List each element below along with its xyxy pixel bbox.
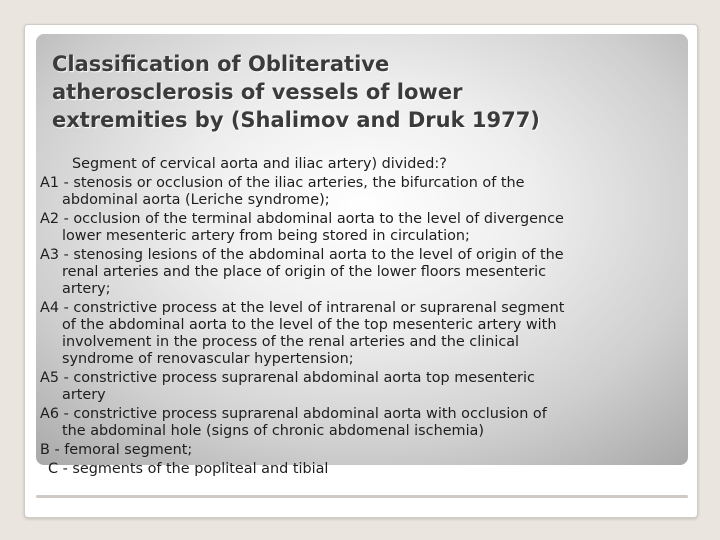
classification-item-a4: A4 - constrictive process at the level of intrarenal or suprarenal segment of the abdominal aorta to the level of the top mesenteric artery with involvement in the process of the renal arteries and the clinical syndrome of renovascular hypertension; xyxy=(40,300,565,367)
classification-item-a1: A1 - stenosis or occlusion of the iliac arteries, the bifurcation of the abdominal aorta (Leriche syndrome); xyxy=(40,175,525,208)
classification-item-a6: A6 - constrictive process suprarenal abdominal aorta with occlusion of the abdominal hole (signs of chronic abdomenal ischemia) xyxy=(40,406,547,439)
bottom-rule xyxy=(36,495,688,498)
classification-item-a5: A5 - constrictive process suprarenal abdominal aorta top mesenteric artery xyxy=(40,370,535,403)
slide-title: Classification of Obliterative atherosclerosis of vessels of lower extremities by (Shalimov and Druk 1977) xyxy=(52,52,540,132)
classification-item-c: C - segments of the popliteal and tibial xyxy=(48,461,329,477)
classification-item-b: B - femoral segment; xyxy=(40,442,193,458)
intro-text: Segment of cervical aorta and iliac artery) divided:? xyxy=(72,156,447,172)
classification-item-a2: A2 - occlusion of the terminal abdominal aorta to the level of divergence lower mesenteric artery from being stored in circulation; xyxy=(40,211,564,244)
slide-body xyxy=(40,156,700,478)
classification-item-a3: A3 - stenosing lesions of the abdominal aorta to the level of origin of the renal arteries and the place of origin of the lower floors mesenteric artery; xyxy=(40,247,564,297)
